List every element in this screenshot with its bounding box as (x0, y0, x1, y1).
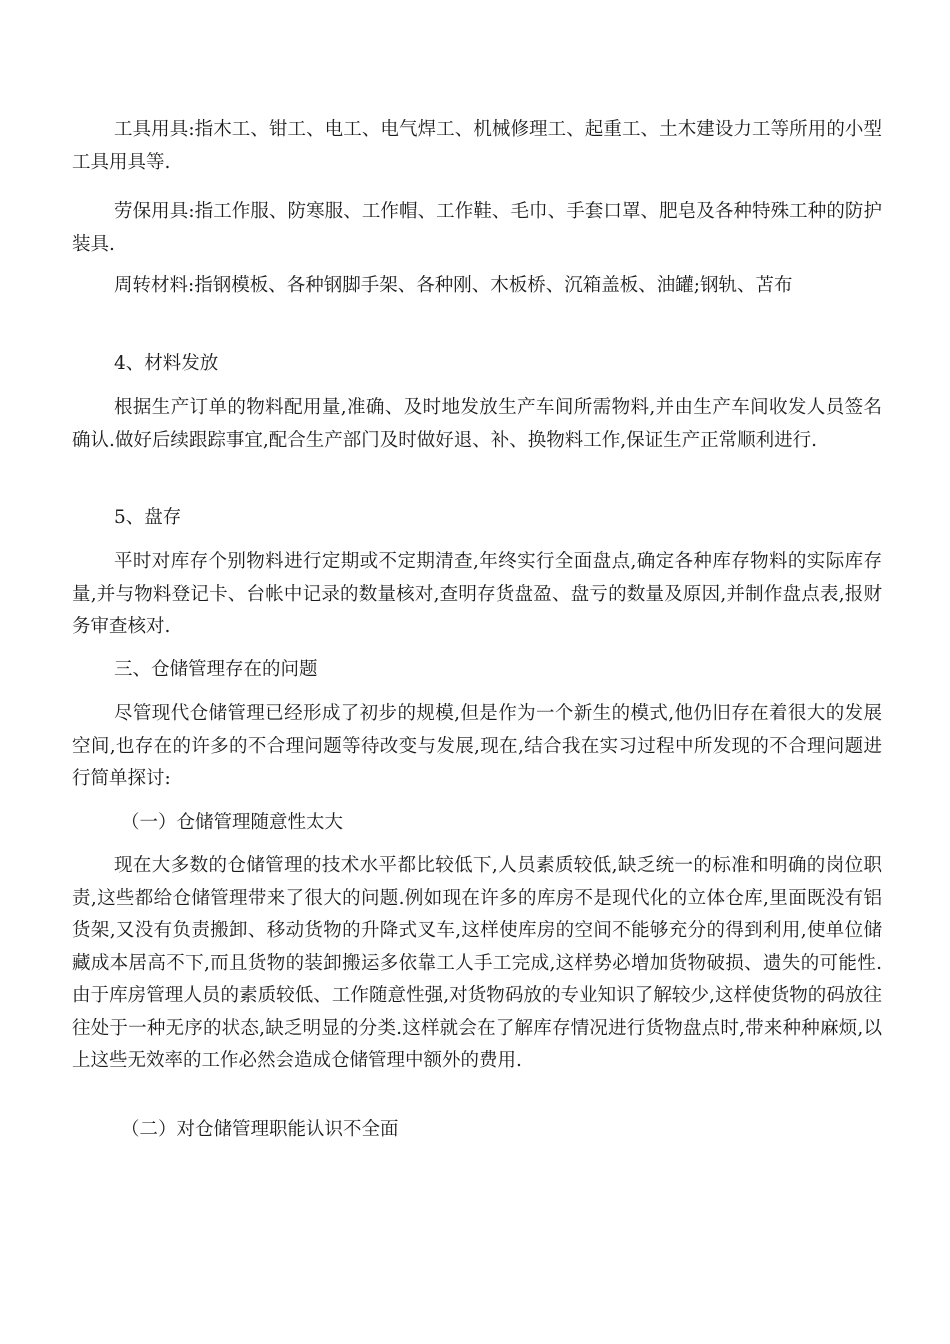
paragraph-problems-intro: 尽管现代仓储管理已经形成了初步的规模,但是作为一个新生的模式,他仍旧存在着很大的发展空间,也存在的许多的不合理问题等待改变与发展,现在,结合我在实习过程中所发现的不合理问题进行简单探讨: (72, 703, 882, 789)
heading-arbitrary-management: （一）仓储管理随意性太大 (121, 812, 344, 833)
paragraph-material-issue: 根据生产订单的物料配用量,准确、及时地发放生产车间所需物料,并由生产车间收发人员签名确认.做好后续跟踪事宜,配合生产部门及时做好退、补、换物料工作,保证生产正常顺利进行. (72, 397, 882, 451)
paragraph-turnover-materials: 周转材料:指钢模板、各种钢脚手架、各种刚、木板桥、沉箱盖板、油罐;钢轨、苫布 (114, 275, 793, 296)
heading-incomplete-function-awareness: （二）对仓储管理职能认识不全面 (121, 1119, 399, 1140)
heading-inventory: 5、盘存 (114, 507, 182, 528)
paragraph-arbitrary-management: 现在大多数的仓储管理的技术水平都比较低下,人员素质较低,缺乏统一的标准和明确的岗位职责,这些都给仓储管理带来了很大的问题.例如现在许多的库房不是现代化的立体仓库,里面既没有铝货架,又没有负责搬卸、移动货物的升降式叉车,这样使库房的空间不能够充分的得到利用,使单位储藏成本居高不下,而且货物的装卸搬运多依靠工人手工完成,这样势必增加货物破损、遗失的可能性.由于库房管理人员的素质较低、工作随意性强,对货物码放的专业知识了解较少,这样使货物的码放往往处于一种无序的状态,缺乏明显的分类.这样就会在了解库存情况进行货物盘点时,带来种种麻烦,以上这些无效率的工作必然会造成仓储管理中额外的费用. (72, 855, 882, 1071)
heading-material-issue: 4、材料发放 (114, 353, 219, 374)
paragraph-labor-protection: 劳保用具:指工作服、防寒服、工作帽、工作鞋、毛巾、手套口罩、肥皂及各种特殊工种的防护装具. (72, 201, 882, 255)
paragraph-inventory: 平时对库存个别物料进行定期或不定期清查,年终实行全面盘点,确定各种库存物料的实际库存量,并与物料登记卡、台帐中记录的数量核对,查明存货盘盈、盘亏的数量及原因,并制作盘点表,报财务审查核对. (72, 551, 882, 637)
paragraph-tools: 工具用具:指木工、钳工、电工、电气焊工、机械修理工、起重工、土木建设力工等所用的小型工具用具等. (72, 119, 882, 173)
heading-storage-problems: 三、仓储管理存在的问题 (114, 659, 318, 680)
